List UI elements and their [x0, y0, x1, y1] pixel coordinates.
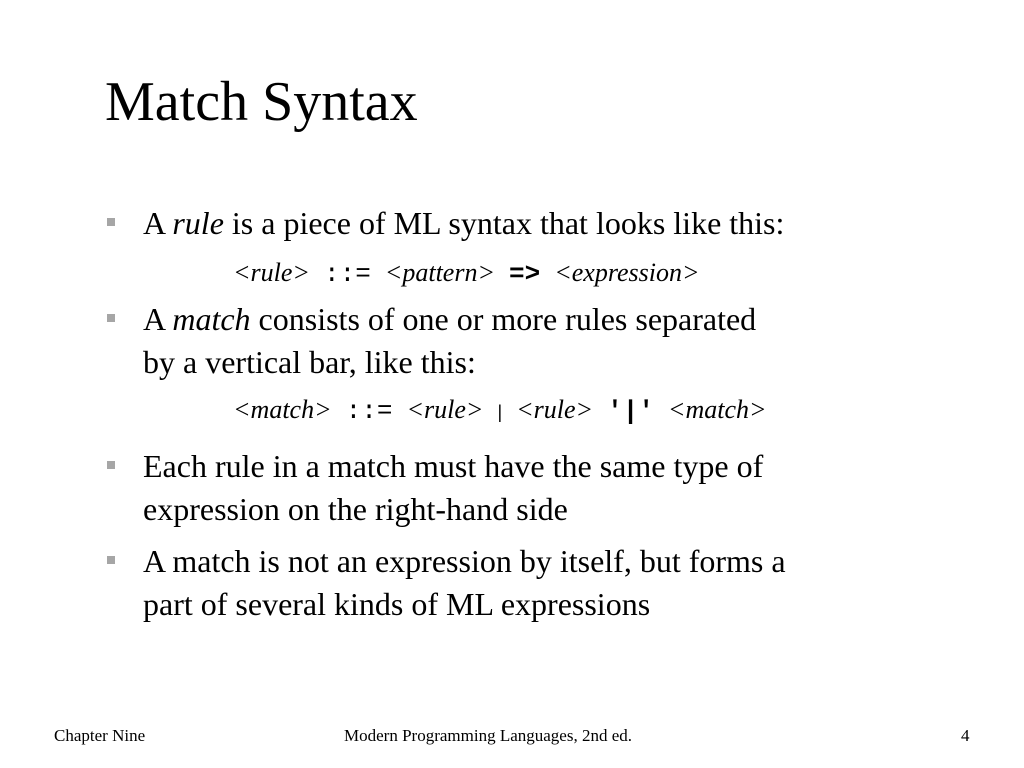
bullet-lead: A [143, 205, 173, 241]
footer-chapter: Chapter Nine [54, 726, 146, 745]
defines-operator: ::= [345, 396, 393, 426]
grammar-rule [233, 258, 700, 289]
bullet-same-type [143, 445, 763, 531]
bullet-text-line1: Each rule in a match must have the same type of [143, 448, 764, 484]
nonterminal-rule: <rule> [406, 395, 484, 424]
nonterminal-match: <match> [233, 395, 332, 424]
bullet-lead: A [143, 301, 173, 337]
term-match: match [172, 301, 251, 337]
square-bullet-icon [107, 314, 115, 322]
footer-page-number: 4 [961, 726, 970, 745]
nonterminal-match: <match> [667, 395, 767, 424]
defines-operator: ::= [323, 259, 371, 289]
arrow-token: => [509, 259, 541, 289]
square-bullet-icon [107, 556, 115, 564]
square-bullet-icon [107, 461, 115, 469]
bullet-not-expression [143, 540, 786, 626]
nonterminal-expression: <expression> [554, 258, 700, 287]
footer-book-title: Modern Programming Languages, 2nd ed. [344, 726, 632, 745]
nonterminal-rule: <rule> [516, 395, 594, 424]
bullet-text-line1: A match is not an expression by itself, but forms a [143, 543, 786, 579]
bullet-text-line2: part of several kinds of ML expressions [143, 586, 651, 622]
bullet-text: is a piece of ML syntax that looks like this: [223, 205, 785, 241]
bullet-text-line2: expression on the right-hand side [143, 491, 568, 527]
bullet-match-definition [143, 298, 756, 384]
nonterminal-rule: <rule> [233, 258, 310, 287]
bullet-text: consists of one or more rules separated [250, 301, 757, 337]
square-bullet-icon [107, 218, 115, 226]
grammar-match [233, 395, 767, 427]
bar-token: '|' [607, 396, 654, 426]
alternation-bar: | [497, 402, 503, 422]
bullet-text-line2: by a vertical bar, like this: [143, 344, 476, 380]
bullet-rule-definition [143, 202, 784, 245]
slide-title: Match Syntax [105, 71, 418, 133]
term-rule: rule [172, 205, 224, 241]
nonterminal-pattern: <pattern> [384, 258, 495, 287]
